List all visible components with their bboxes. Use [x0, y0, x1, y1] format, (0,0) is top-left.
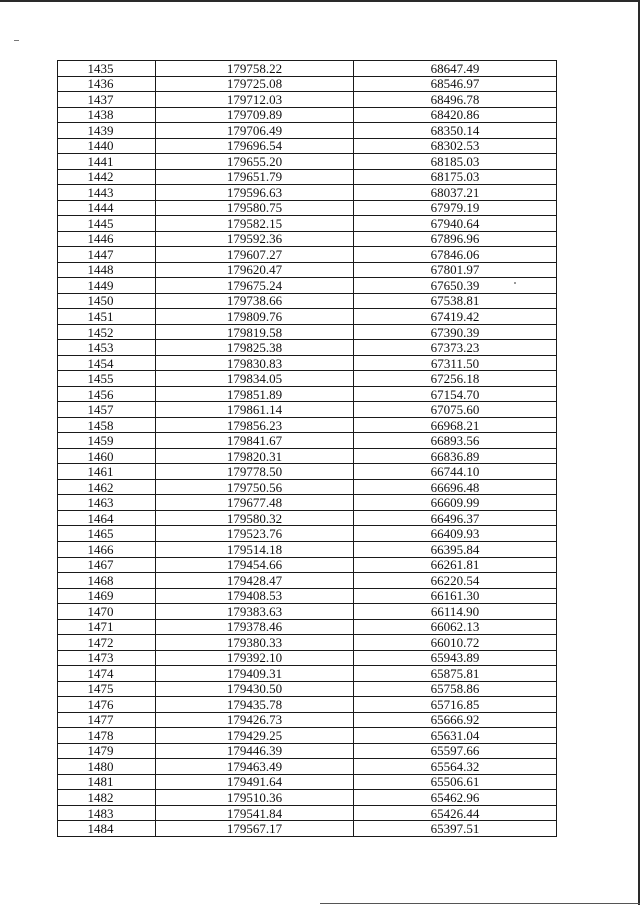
y-coordinate-cell: 66836.89 [354, 448, 557, 464]
table-row [58, 92, 557, 108]
table-row [58, 324, 557, 340]
table-row [58, 650, 557, 666]
y-coordinate-cell: 65564.32 [354, 759, 557, 775]
y-coordinate-cell: 66010.72 [354, 635, 557, 651]
point-number-cell: 1456 [58, 386, 156, 402]
table-row [58, 371, 557, 387]
y-coordinate-cell: 65716.85 [354, 697, 557, 713]
point-number-cell: 1462 [58, 479, 156, 495]
x-coordinate-cell: 179750.56 [156, 479, 354, 495]
coordinate-table-body [58, 61, 557, 837]
x-coordinate-cell: 179580.75 [156, 200, 354, 216]
point-number-cell: 1435 [58, 61, 156, 77]
point-number-cell: 1470 [58, 604, 156, 620]
table-row [58, 138, 557, 154]
point-number-cell: 1449 [58, 278, 156, 294]
x-coordinate-cell: 179651.79 [156, 169, 354, 185]
x-coordinate-cell: 179541.84 [156, 805, 354, 821]
y-coordinate-cell: 67311.50 [354, 355, 557, 371]
scan-edge-bottom [320, 903, 640, 904]
point-number-cell: 1450 [58, 293, 156, 309]
point-number-cell: 1445 [58, 216, 156, 232]
x-coordinate-cell: 179383.63 [156, 604, 354, 620]
x-coordinate-cell: 179582.15 [156, 216, 354, 232]
x-coordinate-cell: 179428.47 [156, 573, 354, 589]
point-number-cell: 1484 [58, 821, 156, 837]
y-coordinate-cell: 66161.30 [354, 588, 557, 604]
point-number-cell: 1466 [58, 541, 156, 557]
point-number-cell: 1481 [58, 774, 156, 790]
point-number-cell: 1439 [58, 123, 156, 139]
x-coordinate-cell: 179677.48 [156, 495, 354, 511]
point-number-cell: 1459 [58, 433, 156, 449]
y-coordinate-cell: 67538.81 [354, 293, 557, 309]
y-coordinate-cell: 65875.81 [354, 666, 557, 682]
table-row [58, 433, 557, 449]
x-coordinate-cell: 179825.38 [156, 340, 354, 356]
x-coordinate-cell: 179592.36 [156, 231, 354, 247]
y-coordinate-cell: 67979.19 [354, 200, 557, 216]
y-coordinate-cell: 66696.48 [354, 479, 557, 495]
point-number-cell: 1441 [58, 154, 156, 170]
point-number-cell: 1446 [58, 231, 156, 247]
table-row [58, 479, 557, 495]
point-number-cell: 1437 [58, 92, 156, 108]
x-coordinate-cell: 179830.83 [156, 355, 354, 371]
x-coordinate-cell: 179607.27 [156, 247, 354, 263]
y-coordinate-cell: 66395.84 [354, 541, 557, 557]
y-coordinate-cell: 68037.21 [354, 185, 557, 201]
point-number-cell: 1482 [58, 790, 156, 806]
y-coordinate-cell: 66114.90 [354, 604, 557, 620]
table-row [58, 464, 557, 480]
table-row [58, 154, 557, 170]
table-row [58, 681, 557, 697]
x-coordinate-cell: 179819.58 [156, 324, 354, 340]
table-row [58, 805, 557, 821]
table-row [58, 588, 557, 604]
x-coordinate-cell: 179435.78 [156, 697, 354, 713]
point-number-cell: 1453 [58, 340, 156, 356]
x-coordinate-cell: 179655.20 [156, 154, 354, 170]
point-number-cell: 1479 [58, 743, 156, 759]
x-coordinate-cell: 179834.05 [156, 371, 354, 387]
table-row [58, 107, 557, 123]
x-coordinate-cell: 179408.53 [156, 588, 354, 604]
table-row [58, 309, 557, 325]
point-number-cell: 1478 [58, 728, 156, 744]
point-number-cell: 1467 [58, 557, 156, 573]
x-coordinate-cell: 179841.67 [156, 433, 354, 449]
y-coordinate-cell: 65506.61 [354, 774, 557, 790]
x-coordinate-cell: 179712.03 [156, 92, 354, 108]
point-number-cell: 1483 [58, 805, 156, 821]
y-coordinate-cell: 66968.21 [354, 417, 557, 433]
table-row [58, 169, 557, 185]
x-coordinate-cell: 179861.14 [156, 402, 354, 418]
point-number-cell: 1464 [58, 510, 156, 526]
point-number-cell: 1469 [58, 588, 156, 604]
y-coordinate-cell: 67390.39 [354, 324, 557, 340]
table-row [58, 123, 557, 139]
table-row [58, 61, 557, 77]
y-coordinate-cell: 68496.78 [354, 92, 557, 108]
table-row [58, 573, 557, 589]
point-number-cell: 1454 [58, 355, 156, 371]
y-coordinate-cell: 65397.51 [354, 821, 557, 837]
point-number-cell: 1480 [58, 759, 156, 775]
y-coordinate-cell: 67256.18 [354, 371, 557, 387]
point-number-cell: 1458 [58, 417, 156, 433]
y-coordinate-cell: 67650.39 [354, 278, 557, 294]
y-coordinate-cell: 65597.66 [354, 743, 557, 759]
x-coordinate-cell: 179380.33 [156, 635, 354, 651]
x-coordinate-cell: 179567.17 [156, 821, 354, 837]
table-row [58, 619, 557, 635]
table-row [58, 759, 557, 775]
y-coordinate-cell: 66062.13 [354, 619, 557, 635]
y-coordinate-cell: 67896.96 [354, 231, 557, 247]
coordinate-table [57, 60, 557, 837]
x-coordinate-cell: 179738.66 [156, 293, 354, 309]
x-coordinate-cell: 179809.76 [156, 309, 354, 325]
y-coordinate-cell: 65462.96 [354, 790, 557, 806]
y-coordinate-cell: 68175.03 [354, 169, 557, 185]
point-number-cell: 1448 [58, 262, 156, 278]
point-number-cell: 1476 [58, 697, 156, 713]
table-row [58, 666, 557, 682]
x-coordinate-cell: 179856.23 [156, 417, 354, 433]
x-coordinate-cell: 179491.64 [156, 774, 354, 790]
table-row [58, 495, 557, 511]
point-number-cell: 1457 [58, 402, 156, 418]
x-coordinate-cell: 179454.66 [156, 557, 354, 573]
table-row [58, 386, 557, 402]
y-coordinate-cell: 66893.56 [354, 433, 557, 449]
y-coordinate-cell: 68647.49 [354, 61, 557, 77]
point-number-cell: 1442 [58, 169, 156, 185]
point-number-cell: 1440 [58, 138, 156, 154]
x-coordinate-cell: 179426.73 [156, 712, 354, 728]
y-coordinate-cell: 66261.81 [354, 557, 557, 573]
table-row [58, 340, 557, 356]
point-number-cell: 1438 [58, 107, 156, 123]
point-number-cell: 1455 [58, 371, 156, 387]
point-number-cell: 1463 [58, 495, 156, 511]
x-coordinate-cell: 179675.24 [156, 278, 354, 294]
point-number-cell: 1444 [58, 200, 156, 216]
table-row [58, 604, 557, 620]
y-coordinate-cell: 65666.92 [354, 712, 557, 728]
y-coordinate-cell: 67801.97 [354, 262, 557, 278]
y-coordinate-cell: 65758.86 [354, 681, 557, 697]
y-coordinate-cell: 65631.04 [354, 728, 557, 744]
table-row [58, 448, 557, 464]
point-number-cell: 1443 [58, 185, 156, 201]
x-coordinate-cell: 179409.31 [156, 666, 354, 682]
x-coordinate-cell: 179778.50 [156, 464, 354, 480]
table-row [58, 216, 557, 232]
scan-speck [14, 40, 19, 41]
x-coordinate-cell: 179446.39 [156, 743, 354, 759]
table-row [58, 402, 557, 418]
y-coordinate-cell: 66409.93 [354, 526, 557, 542]
y-coordinate-cell: 68350.14 [354, 123, 557, 139]
table-row [58, 712, 557, 728]
table-row [58, 278, 557, 294]
table-row [58, 790, 557, 806]
y-coordinate-cell: 66496.37 [354, 510, 557, 526]
table-row [58, 355, 557, 371]
x-coordinate-cell: 179851.89 [156, 386, 354, 402]
table-row [58, 262, 557, 278]
point-number-cell: 1460 [58, 448, 156, 464]
table-row [58, 247, 557, 263]
y-coordinate-cell: 67940.64 [354, 216, 557, 232]
point-number-cell: 1472 [58, 635, 156, 651]
y-coordinate-cell: 65426.44 [354, 805, 557, 821]
x-coordinate-cell: 179523.76 [156, 526, 354, 542]
table-row [58, 635, 557, 651]
point-number-cell: 1461 [58, 464, 156, 480]
y-coordinate-cell: 67419.42 [354, 309, 557, 325]
x-coordinate-cell: 179706.49 [156, 123, 354, 139]
y-coordinate-cell: 67846.06 [354, 247, 557, 263]
y-coordinate-cell: 68185.03 [354, 154, 557, 170]
y-coordinate-cell: 66609.99 [354, 495, 557, 511]
y-coordinate-cell: 67154.70 [354, 386, 557, 402]
x-coordinate-cell: 179378.46 [156, 619, 354, 635]
point-number-cell: 1477 [58, 712, 156, 728]
point-number-cell: 1465 [58, 526, 156, 542]
x-coordinate-cell: 179580.32 [156, 510, 354, 526]
point-number-cell: 1451 [58, 309, 156, 325]
x-coordinate-cell: 179758.22 [156, 61, 354, 77]
point-number-cell: 1436 [58, 76, 156, 92]
x-coordinate-cell: 179696.54 [156, 138, 354, 154]
table-row [58, 774, 557, 790]
table-row [58, 697, 557, 713]
table-row [58, 526, 557, 542]
table-row [58, 510, 557, 526]
x-coordinate-cell: 179820.31 [156, 448, 354, 464]
table-row [58, 200, 557, 216]
x-coordinate-cell: 179510.36 [156, 790, 354, 806]
table-row [58, 557, 557, 573]
x-coordinate-cell: 179429.25 [156, 728, 354, 744]
point-number-cell: 1452 [58, 324, 156, 340]
table-row [58, 293, 557, 309]
x-coordinate-cell: 179392.10 [156, 650, 354, 666]
x-coordinate-cell: 179620.47 [156, 262, 354, 278]
point-number-cell: 1474 [58, 666, 156, 682]
table-row [58, 541, 557, 557]
table-row [58, 231, 557, 247]
y-coordinate-cell: 67373.23 [354, 340, 557, 356]
table-row [58, 821, 557, 837]
table-row [58, 76, 557, 92]
point-number-cell: 1473 [58, 650, 156, 666]
y-coordinate-cell: 65943.89 [354, 650, 557, 666]
y-coordinate-cell: 68302.53 [354, 138, 557, 154]
point-number-cell: 1468 [58, 573, 156, 589]
y-coordinate-cell: 68546.97 [354, 76, 557, 92]
x-coordinate-cell: 179514.18 [156, 541, 354, 557]
y-coordinate-cell: 66744.10 [354, 464, 557, 480]
y-coordinate-cell: 68420.86 [354, 107, 557, 123]
x-coordinate-cell: 179725.08 [156, 76, 354, 92]
table-row [58, 743, 557, 759]
table-row [58, 728, 557, 744]
x-coordinate-cell: 179463.49 [156, 759, 354, 775]
y-coordinate-cell: 66220.54 [354, 573, 557, 589]
x-coordinate-cell: 179596.63 [156, 185, 354, 201]
x-coordinate-cell: 179709.89 [156, 107, 354, 123]
y-coordinate-cell: 67075.60 [354, 402, 557, 418]
x-coordinate-cell: 179430.50 [156, 681, 354, 697]
point-number-cell: 1471 [58, 619, 156, 635]
table-row [58, 185, 557, 201]
point-number-cell: 1447 [58, 247, 156, 263]
scan-edge-top [0, 0, 640, 2]
table-row [58, 417, 557, 433]
point-number-cell: 1475 [58, 681, 156, 697]
